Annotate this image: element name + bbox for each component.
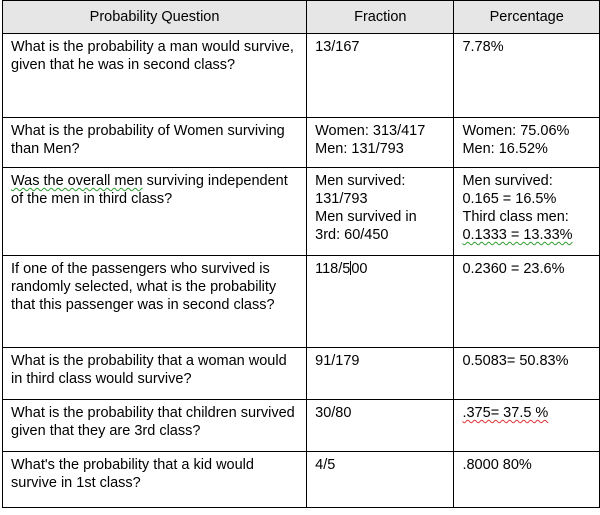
fraction-text-after-cursor: 00 [351, 261, 368, 277]
fraction-cell[interactable] [307, 452, 454, 508]
header-percentage: Percentage [454, 1, 600, 34]
percentage-line: 7.78% [462, 39, 504, 55]
question-cell[interactable]: What is the probability of Women surviving than Men? [3, 118, 307, 168]
percentage-cell[interactable] [454, 452, 600, 508]
header-question: Probability Question [3, 1, 307, 34]
fraction-cell[interactable] [307, 348, 454, 400]
percentage-line: Men survived: [462, 173, 553, 189]
probability-table [2, 0, 600, 508]
percentage-line: .375= 37.5 % [462, 405, 549, 421]
header-fraction: Fraction [307, 1, 454, 34]
fraction-line: 13/167 [315, 39, 360, 55]
percentage-line: 0.2360 = 23.6% [462, 261, 565, 277]
fraction-line: Men survived in [315, 209, 417, 225]
fraction-line: 131/793 [315, 191, 368, 207]
percentage-cell[interactable] [454, 118, 600, 168]
table-row [3, 168, 600, 256]
table-row [3, 256, 600, 348]
percentage-line: Men: 16.52% [462, 141, 548, 157]
spellcheck-underlined-text: Was the overall men [11, 173, 143, 189]
question-cell[interactable] [3, 168, 307, 256]
fraction-cell[interactable] [307, 256, 454, 348]
table-row [3, 400, 600, 452]
question-cell[interactable]: What is the probability that children survived given that they are 3rd class? [3, 400, 307, 452]
percentage-line: 0.5083= 50.83% [462, 353, 569, 369]
percentage-cell[interactable] [454, 400, 600, 452]
table-row [3, 348, 600, 400]
question-cell[interactable]: What is the probability a man would survive, given that he was in second class? [3, 34, 307, 118]
table-row [3, 34, 600, 118]
percentage-line: .8000 80% [462, 457, 532, 473]
fraction-cell[interactable] [307, 34, 454, 118]
fraction-cell[interactable] [307, 400, 454, 452]
fraction-line: 30/80 [315, 405, 352, 421]
fraction-line: 3rd: 60/450 [315, 227, 389, 243]
percentage-line: 0.165 = 16.5% [462, 191, 557, 207]
question-cell[interactable]: If one of the passengers who survived is randomly selected, what is the probability that this passenger was in second class? [3, 256, 307, 348]
question-text: surviving independent of the men in third class? [11, 173, 288, 207]
fraction-cell[interactable] [307, 118, 454, 168]
percentage-line: Third class men: [462, 209, 569, 225]
percentage-cell[interactable] [454, 34, 600, 118]
fraction-line: 4/5 [315, 457, 336, 473]
fraction-cell[interactable] [307, 168, 454, 256]
fraction-line: Men survived: [315, 173, 406, 189]
percentage-cell[interactable] [454, 256, 600, 348]
percentage-cell[interactable] [454, 348, 600, 400]
percentage-line: 0.1333 = 13.33% [462, 227, 573, 243]
header-row [3, 1, 600, 34]
fraction-text-before-cursor: 118/5 [315, 261, 351, 277]
fraction-line: 91/179 [315, 353, 360, 369]
question-cell[interactable]: What's the probability that a kid would survive in 1st class? [3, 452, 307, 508]
table-row [3, 118, 600, 168]
table-row [3, 452, 600, 508]
percentage-line: Women: 75.06% [462, 123, 570, 139]
question-cell[interactable]: What is the probability that a woman would in third class would survive? [3, 348, 307, 400]
fraction-line: Men: 131/793 [315, 141, 404, 157]
percentage-cell[interactable] [454, 168, 600, 256]
fraction-line: Women: 313/417 [315, 123, 426, 139]
